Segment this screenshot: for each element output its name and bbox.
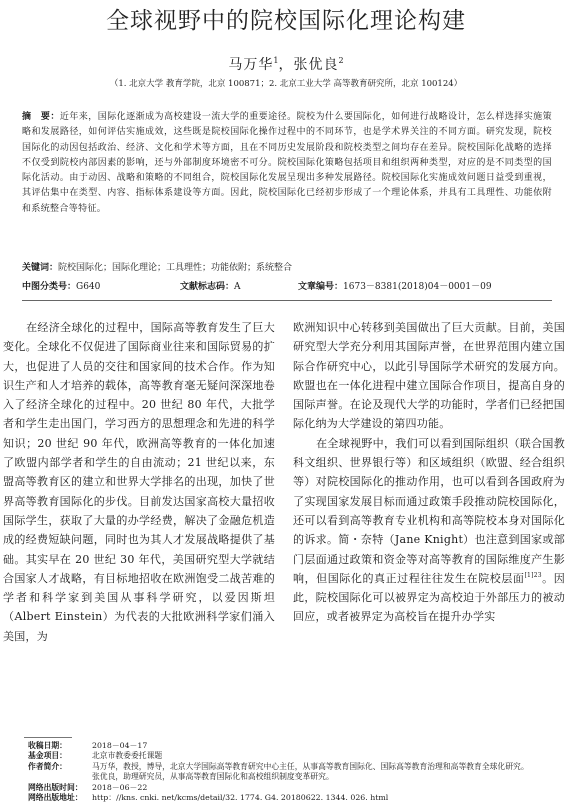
- footnote-label: 收稿日期：: [28, 741, 67, 750]
- clc-number: [22, 281, 100, 294]
- citation-mark: [1]23: [524, 571, 542, 579]
- footnote-author-bio: [28, 762, 556, 772]
- header-divider: [22, 300, 552, 301]
- body-paragraph-text: 在全球视野中，我们可以看到国际组织（联合国教科文组织、世界银行等）和区域组织（欧盟、经合组织等）对院校国际化的推动作用，也可以看到各国政府为了实现国家发展目标而通过政策手段推动院校国际化，还可以看到高等教育专业机构和高等院校本身对国际化的诉求。简・奈特（Jane Knight）也注意到国家或部门层面通过政策和资金等对高等教育的国际维度产生影响，但国际化的真正过程往往发生在院校层面: [293, 436, 565, 585]
- article-number-value: 1673－8381(2018)04－0001－09: [343, 282, 492, 292]
- body-paragraph: [293, 434, 565, 627]
- article-number-label: 文章编号：: [298, 282, 344, 292]
- affiliation-line: （1. 北京大学 教育学院，北京 100871；2. 北京工业大学 高等教育研究所，北京 100124）: [109, 79, 463, 89]
- footnote-divider: [24, 737, 72, 738]
- footnote-text: 北京市教委委托课题: [92, 751, 163, 761]
- footnote-text: 马万华，教授，博导，北京大学国际高等教育研究中心主任，从事高等教育国际化、国际高等教育治理和高等教育全球化研究。: [92, 761, 529, 771]
- footnote-received-date: [28, 741, 556, 751]
- abstract-text: 近年来，国际化逐渐成为高校建设一流大学的重要途径。院校为什么要国际化，如何进行战略设计，怎么样选择实施策略和发展路径，如何评估实施成效，这些既是院校国际化操作过程中的不同环节，也是学术界关注的不同方面。研究发现，院校国际化的动因包括政治、经济、文化和学术等方面，且在不同历史发展阶段和院校类型之间均存在差异。院校国际化战略的选择不仅受到院校内部因素的影响，还与外部制度环境密不可分。院校国际化策略包括项目和组织两种类型，对应的是不同类型的国际化活动。由于动因、战略和策略的不同组合，院校国际化发展呈现出多种发展路径。院校国际化实施成效问题日益受到重视，其评估集中在类型、内容、指标体系建设等方面。因此，院校国际化已经初步形成了一个理论体系，并具有工具理性、功能依附和系统整合等特征。: [22, 112, 553, 214]
- footnotes: [28, 741, 556, 803]
- body-column-left: [3, 318, 275, 646]
- author-line: [0, 52, 572, 74]
- abstract-label: 摘 要：: [22, 112, 60, 122]
- footnote-label: 作者简介：: [28, 761, 67, 771]
- author-affiliation-mark: 2: [338, 56, 344, 65]
- footnote-online-url: [28, 793, 556, 803]
- footnote-label: 网络出版时间：: [28, 782, 83, 792]
- footnote-funding: [28, 751, 556, 761]
- document-code: [180, 281, 241, 294]
- footnote-text: 2018－06－22: [92, 782, 148, 792]
- keywords-text: 院校国际化；国际化理论；工具理性；功能依附；系统整合: [58, 263, 293, 273]
- clc-value: G640: [76, 282, 101, 292]
- author-affiliation-mark: 1: [273, 56, 279, 65]
- keywords-label: 关键词：: [22, 263, 59, 273]
- author-name: 张优良: [293, 57, 339, 73]
- footnote-label: 基金项目：: [28, 751, 67, 761]
- document-code-label: 文献标志码：: [180, 282, 235, 292]
- keywords: [22, 262, 552, 275]
- body-paragraph: 在经济全球化的过程中，国际高等教育发生了巨大变化。全球化不仅促进了国际商业往来和国际贸易的扩大，也促进了人员的交往和国家间的技术合作。作为知识生产和人才培养的载体，高等教育毫无疑问深深地卷入了经济全球化的过程中。20 世纪 80 年代，大批学者和学生走出国门，学习西方的思想理念和先进的科学知识；20 世纪 90 年代，欧洲高等教育的一体化加速了欧盟内部学者和学生的自由流动；21 世纪以来，东盟高等教育区的建立和世界大学排名的出现，加快了世界高等教育国际化的步伐。目前发达国家高校大量招收国际学生，获取了大量的办学经费，解决了金融危机造成的经费短缺问题，同时也为其人才发展战略提供了基础。其实早在 20 世纪 30 年代，美国研究型大学就结合国家人才战略，有目标地招收在欧洲饱受二战苦难的学者和科学家到美国从事科学研究，以爱因斯坦（Albert Einstein）为代表的大批欧洲科学家们涌入美国，为: [3, 321, 275, 643]
- author-name: 马万华: [228, 57, 274, 73]
- footnote-text: 张优良，助理研究员，从事高等教育国际化和高校组织制度变革研究。: [92, 772, 334, 782]
- footnote-author-bio-continued: [28, 772, 556, 782]
- paper-title: 全球视野中的院校国际化理论构建: [106, 8, 466, 34]
- body-column-right: [293, 318, 565, 627]
- footnote-link[interactable]: http：//kns. cnki. net/kcms/detail/32. 1774. G4. 20180622. 1344. 026. html: [92, 793, 389, 803]
- footnote-label: 网络出版地址：: [28, 793, 83, 803]
- document-code-value: A: [234, 282, 241, 292]
- footnote-online-date: [28, 783, 556, 793]
- abstract: [22, 110, 552, 217]
- footnote-text: 2018－04－17: [92, 741, 148, 750]
- body-paragraph: 欧洲知识中心转移到美国做出了巨大贡献。目前，美国研究型大学充分利用其国际声誉，在世界范围内建立国际合作研究中心，以此引导国际学术研究的发展方向。欧盟也在一体化进程中建立国际合作项目，提高自身的国际声誉。在论及现代大学的功能时，学者们已经把国际化纳为大学建设的第四功能。: [293, 321, 565, 431]
- author-separator: ，: [278, 57, 294, 73]
- clc-label: 中图分类号：: [22, 282, 77, 292]
- article-number: [298, 281, 492, 294]
- body-paragraph-text: 。因此，院校国际化可以被界定为高校迫于外部压力的被动回应，或者被界定为高校旨在提升办学实: [293, 571, 566, 624]
